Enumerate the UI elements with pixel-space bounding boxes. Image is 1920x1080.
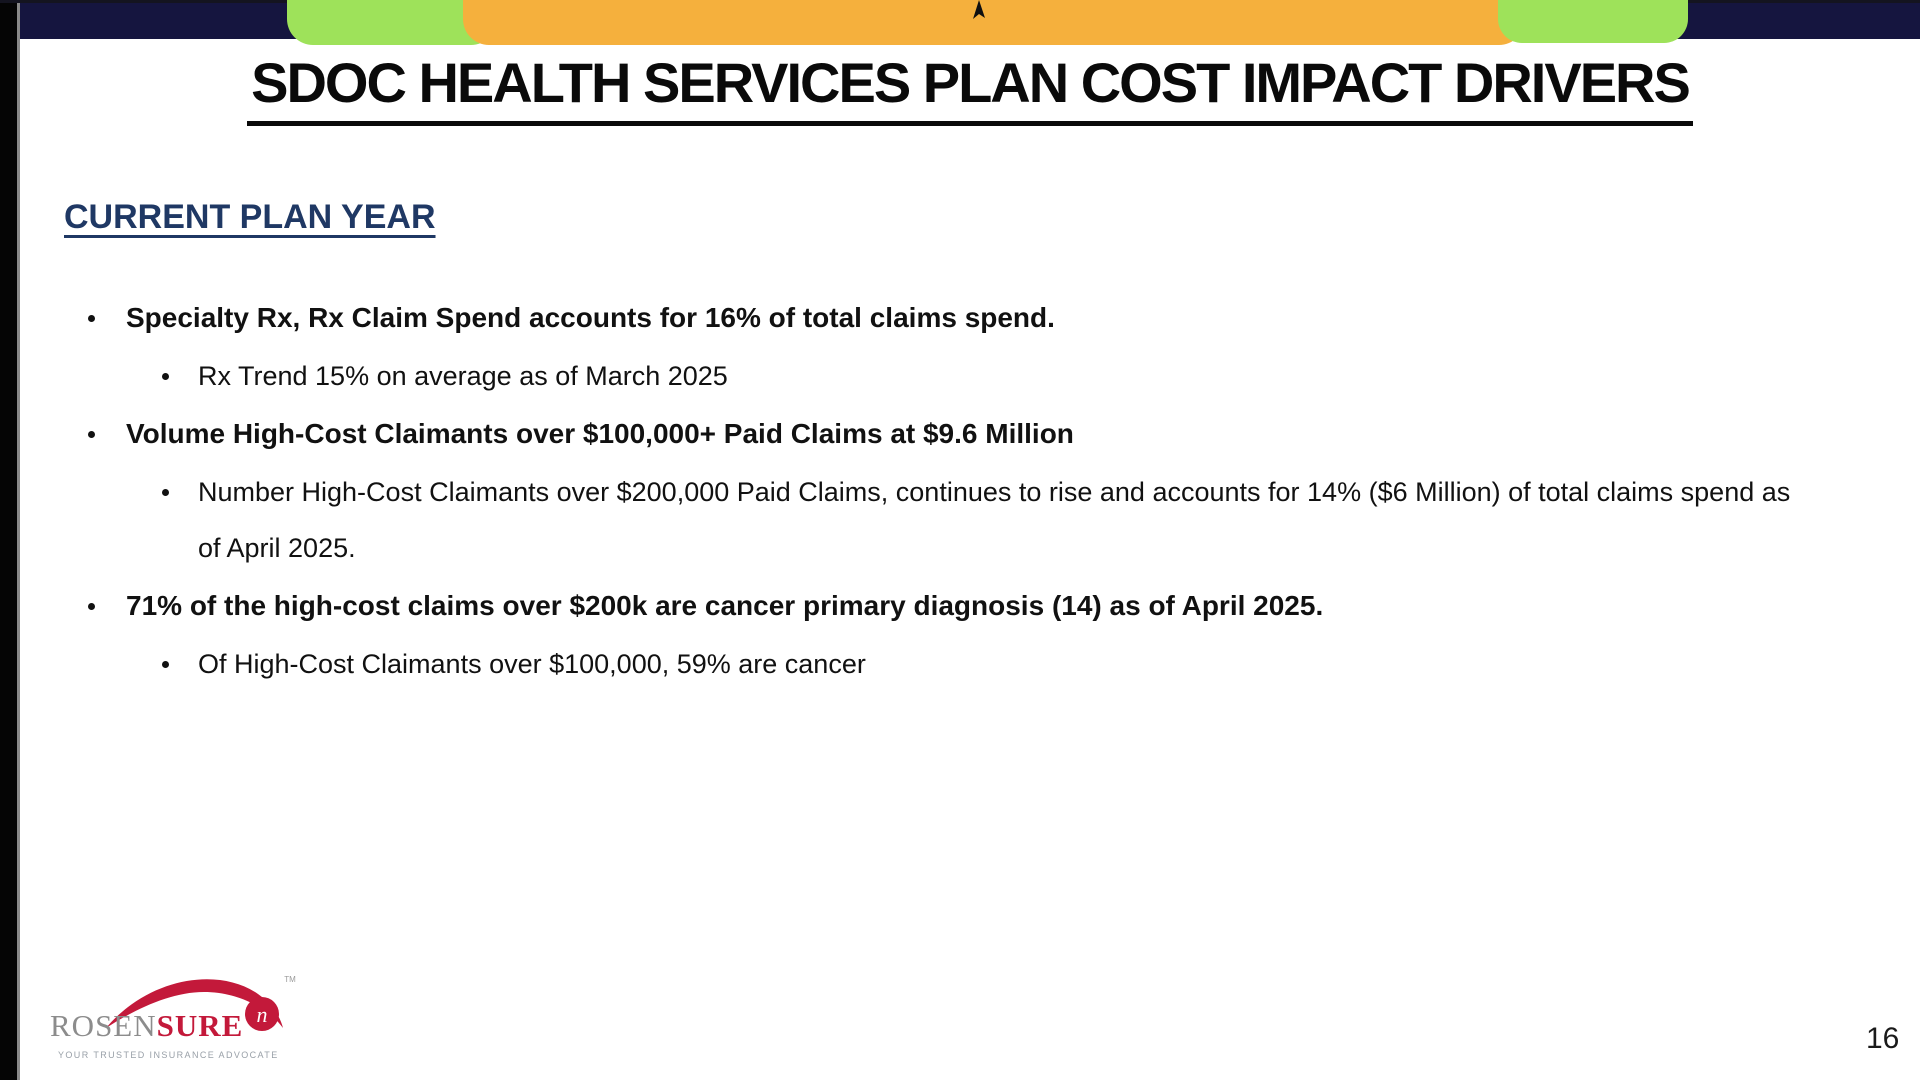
list-item xyxy=(86,578,1816,634)
list-item-sub xyxy=(86,636,1816,692)
slide-top-banner xyxy=(20,3,1920,39)
orange-accent-shape xyxy=(463,0,1525,45)
bullet-dot-icon xyxy=(162,661,169,668)
bullet-text: Specialty Rx, Rx Claim Spend accounts for 16% of total claims spend. xyxy=(126,302,1055,333)
bullet-dot-icon xyxy=(88,603,95,610)
rosensure-logo xyxy=(44,970,304,1074)
left-divider-line xyxy=(17,0,20,1080)
svg-text:TM: TM xyxy=(284,975,296,984)
bullet-dot-icon xyxy=(88,315,95,322)
mouse-cursor-icon xyxy=(972,0,986,19)
sub-bullet-text: Of High-Cost Claimants over $100,000, 59% are cancer xyxy=(198,649,866,679)
list-item xyxy=(86,406,1816,462)
section-heading: CURRENT PLAN YEAR xyxy=(64,198,436,236)
page-number: 16 xyxy=(1866,1022,1900,1055)
bullet-text: 71% of the high-cost claims over $200k are cancer primary diagnosis (14) as of April 2025. xyxy=(126,590,1324,621)
bullet-dot-icon xyxy=(162,373,169,380)
green-accent-shape-right xyxy=(1498,0,1688,43)
logo-tagline: YOUR TRUSTED INSURANCE ADVOCATE xyxy=(58,1050,279,1060)
svg-text:n: n xyxy=(256,1002,268,1027)
bullet-dot-icon xyxy=(88,431,95,438)
logo-wordmark-rosen: ROSEN xyxy=(50,1008,157,1043)
bullet-dot-icon xyxy=(162,489,169,496)
list-item-sub xyxy=(86,348,1816,404)
sub-bullet-text: Rx Trend 15% on average as of March 2025 xyxy=(198,361,728,391)
page-title-text: SDOC HEALTH SERVICES PLAN COST IMPACT DRIVERS xyxy=(247,50,1693,126)
logo-wordmark-sure: SURE xyxy=(156,1008,244,1043)
bullet-list xyxy=(86,290,1816,694)
page-title xyxy=(20,50,1920,126)
list-item xyxy=(86,290,1816,346)
list-item-sub xyxy=(86,464,1816,576)
left-black-bar xyxy=(0,0,17,1080)
logo-wordmark xyxy=(50,1008,243,1044)
bullet-text: Volume High-Cost Claimants over $100,000+ Paid Claims at $9.6 Million xyxy=(126,418,1074,449)
sub-bullet-text: Number High-Cost Claimants over $200,000 Paid Claims, continues to rise and accounts for 14% ($6 Million) of total claims spend as of April 2025. xyxy=(198,477,1791,563)
